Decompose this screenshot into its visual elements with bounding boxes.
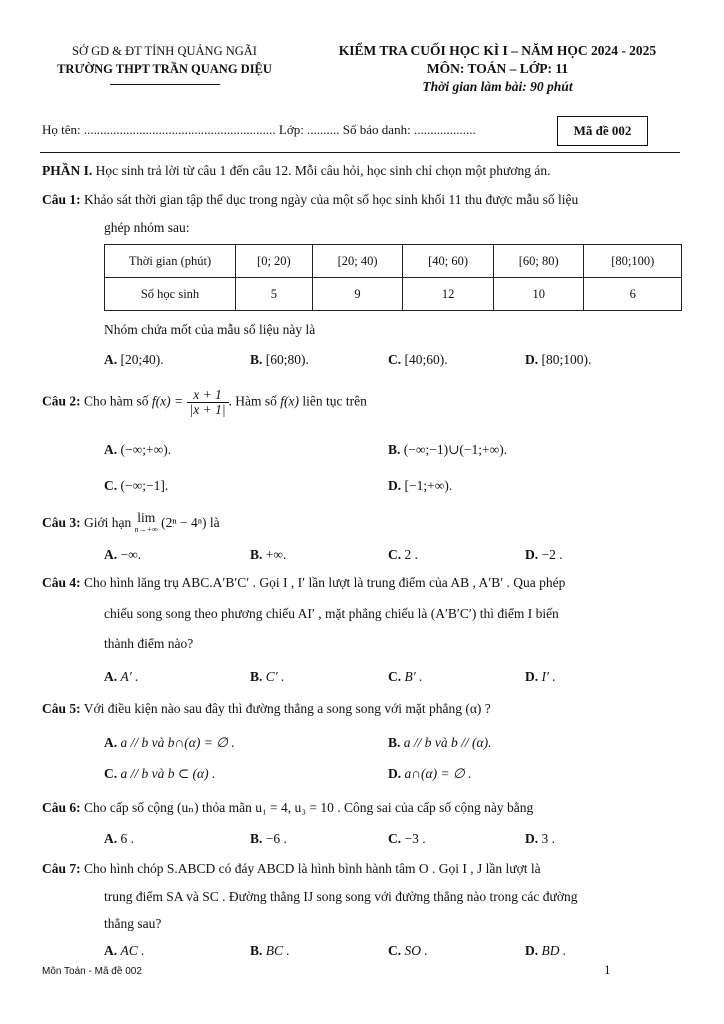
q5-option-a[interactable]: A. a // b và b∩(α) = ∅ . [104,735,235,750]
page-number: 1 [604,962,611,977]
part1-instruction: Học sinh trả lời từ câu 1 đến câu 12. Mỗi câu hỏi, học sinh chỉ chọn một phương án. [92,163,551,178]
school-name: TRƯỜNG THPT TRẦN QUANG DIỆU [57,62,272,76]
table-cell: [60; 80) [493,245,584,278]
table-row [105,245,682,278]
q7-label: Câu 7: [42,861,81,876]
footer-subject-code: Môn Toán - Mã đề 002 [42,966,142,977]
q7-option-b[interactable]: B. BC . [250,943,290,958]
department-name: SỞ GD & ĐT TỈNH QUẢNG NGÃI [72,44,257,58]
table-cell: 12 [403,278,494,311]
table-cell: [80;100) [584,245,682,278]
q4-option-a[interactable]: A. A′ . [104,669,139,684]
q3-option-b[interactable]: B. +∞. [250,547,287,562]
exam-time: Thời gian làm bài: 90 phút [422,79,573,94]
q4-stem-line3: thành điểm nào? [104,636,194,651]
exam-code-box: Mã đề 002 [557,116,648,146]
q7-stem-line1: Câu 7: Cho hình chóp S.ABCD có đáy ABCD là hình bình hành tâm O . Gọi I , J lần lượt là [42,861,541,876]
q4-label: Câu 4: [42,575,81,590]
table-row-header: Số học sinh [105,278,236,311]
q2-stem: Câu 2: Cho hàm số f(x) = $\frac{x + 1}{|x + 1|}$ . Hàm số f(x) liên tục trên [42,387,367,417]
q6-label: Câu 6: [42,800,81,815]
q1-text-1: Khảo sát thời gian tập thể dục trong ngày của một số học sinh khối 11 thu được mẫu số liệu [80,192,579,207]
q5-option-b[interactable]: B. a // b và b // (α). [388,735,492,750]
q1-prompt: Nhóm chứa mốt của mẫu số liệu này là [104,322,316,337]
table-cell: [20; 40) [312,245,403,278]
table-cell: 6 [584,278,682,311]
exam-subject: MÔN: TOÁN – LỚP: 11 [426,61,569,76]
q7-option-a[interactable]: A. AC . [104,943,145,958]
table-cell: 5 [236,278,313,311]
q2-fraction: $\frac{x + 1}{|x + 1|}$ [187,388,229,417]
q7-stem-line3: thẳng sau? [104,916,162,931]
q1-option-c[interactable]: C. [40;60). [388,352,448,367]
q1-stem-line1 [42,190,682,210]
header-right [315,42,680,96]
q6-option-a[interactable]: A. 6 . [104,831,134,846]
q1-option-a[interactable]: A. [20;40). [104,352,164,367]
q4-option-c[interactable]: C. B′ . [388,669,423,684]
q3-option-d[interactable]: D. −2 . [525,547,563,562]
q2-option-a[interactable]: A. (−∞;+∞). [104,442,172,457]
q5-stem: Câu 5: Với điều kiện nào sau đây thì đường thẳng a song song với mặt phẳng (α) ? [42,701,491,716]
q1-data-table [104,244,682,311]
q6-option-b[interactable]: B. −6 . [250,831,287,846]
part1-label: PHẦN I. [42,163,93,178]
q1-label: Câu 1: [42,192,81,207]
table-cell: 10 [493,278,584,311]
header-divider [110,84,220,85]
q5-label: Câu 5: [42,701,81,716]
q3-limit: lim n→+∞ [134,510,158,534]
exam-title: KIỂM TRA CUỐI HỌC KÌ I – NĂM HỌC 2024 - 2025 [338,43,657,58]
q3-option-c[interactable]: C. 2 . [388,547,418,562]
section-divider [40,152,680,153]
q5-option-d[interactable]: D. a∩(α) = ∅ . [388,766,472,781]
part1-heading [42,161,682,181]
q2-option-c[interactable]: C. (−∞;−1]. [104,478,169,493]
q2-function: f(x) = [151,393,187,409]
q6-option-d[interactable]: D. 3 . [525,831,555,846]
q2-option-b[interactable]: B. (−∞;−1)∪(−1;+∞). [388,442,508,457]
q6-option-c[interactable]: C. −3 . [388,831,426,846]
table-row [105,278,682,311]
q2-option-d[interactable]: D. [−1;+∞). [388,478,453,493]
q7-stem-line2: trung điểm SA và SC . Đường thẳng IJ song song với đường thẳng nào trong các đường [104,889,578,904]
q6-stem: Câu 6: Cho cấp số cộng (uₙ) thỏa mãn u₁ = 4, u₃ = 10 . Công sai của cấp số cộng này bằng [42,800,534,815]
q3-stem: Câu 3: Giới hạn lim n→+∞ (2ⁿ − 4ⁿ) là [42,510,220,534]
q3-label: Câu 3: [42,515,81,531]
table-row-header: Thời gian (phút) [105,245,236,278]
q7-option-d[interactable]: D. BD . [525,943,567,958]
table-cell: [0; 20) [236,245,313,278]
header-left [42,42,287,85]
q4-stem-line1: Câu 4: Cho hình lăng trụ ABC.A′B′C′ . Gọi I , I′ lần lượt là trung điểm của AB , A′B′ . Qua phép [42,575,566,590]
q2-label: Câu 2: [42,393,81,409]
q4-stem-line2: chiếu song song theo phương chiếu AI′ , mặt phẳng chiếu là (A′B′C′) thì điểm I biến [104,606,559,621]
table-cell: [40; 60) [403,245,494,278]
table-cell: 9 [312,278,403,311]
q1-stem-line2: ghép nhóm sau: [104,220,190,235]
q1-option-b[interactable]: B. [60;80). [250,352,309,367]
student-info: Họ tên: ........................................................... Lớp: .......... Số báo danh: ................... [42,122,476,137]
q4-option-b[interactable]: B. C′ . [250,669,285,684]
q3-option-a[interactable]: A. −∞. [104,547,142,562]
q7-option-c[interactable]: C. SO . [388,943,428,958]
q1-option-d[interactable]: D. [80;100). [525,352,592,367]
q4-option-d[interactable]: D. I′ . [525,669,556,684]
q5-option-c[interactable]: C. a // b và b ⊂ (α) . [104,766,216,781]
